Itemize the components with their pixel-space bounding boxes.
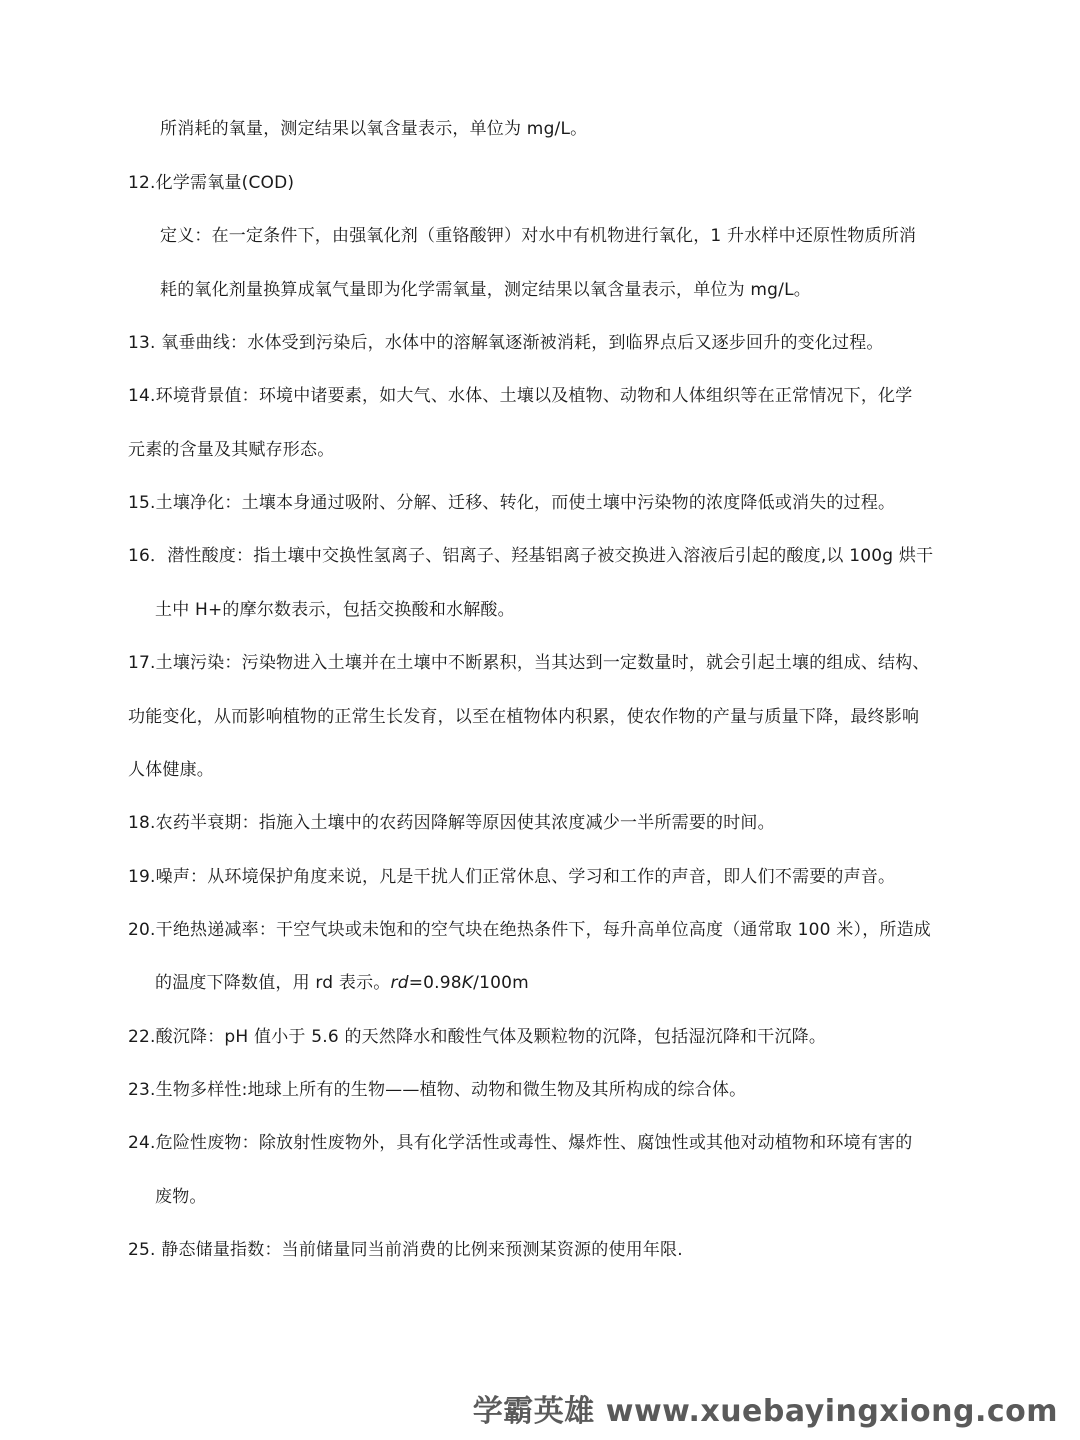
formula-unit: /100m bbox=[473, 973, 529, 993]
text-line: 功能变化，从而影响植物的正常生长发育，以至在植物体内积累，使农作物的产量与质量下降，最终影响 bbox=[128, 707, 920, 727]
footer-watermark: 学霸英雄 www.xuebayingxiong.com bbox=[472, 1394, 1058, 1429]
formula-rd: rd bbox=[390, 973, 409, 993]
formula-k: K bbox=[461, 973, 474, 993]
formula-value: =0.98 bbox=[408, 973, 462, 993]
text-line: 所消耗的氧量，测定结果以氧含量表示，单位为 mg/L。 bbox=[160, 119, 588, 139]
text-line: 18.农药半衰期：指施入土壤中的农药因降解等原因使其浓度减少一半所需要的时间。 bbox=[128, 813, 775, 833]
text-line: 13. 氧垂曲线：水体受到污染后，水体中的溶解氧逐渐被消耗，到临界点后又逐步回升的变化过程。 bbox=[128, 333, 884, 353]
text-line: 23.生物多样性:地球上所有的生物——植物、动物和微生物及其所构成的综合体。 bbox=[128, 1080, 747, 1100]
text-line: 15.土壤净化：土壤本身通过吸附、分解、迁移、转化，而使土壤中污染物的浓度降低或消失的过程。 bbox=[128, 493, 896, 513]
text-line: 20.干绝热递减率：干空气块或未饱和的空气块在绝热条件下，每升高单位高度（通常取 100 米），所造成 bbox=[128, 920, 931, 940]
text-line: 人体健康。 bbox=[128, 760, 214, 780]
formula-line bbox=[155, 971, 529, 995]
text-line: 19.噪声：从环境保护角度来说，凡是干扰人们正常休息、学习和工作的声音，即人们不需要的声音。 bbox=[128, 867, 896, 887]
text-line: 耗的氧化剂量换算成氧气量即为化学需氧量，测定结果以氧含量表示，单位为 mg/L。 bbox=[160, 280, 811, 300]
text-line: 土中 H+的摩尔数表示，包括交换酸和水解酸。 bbox=[155, 600, 515, 620]
text-line: 废物。 bbox=[155, 1187, 207, 1207]
formula-prefix: 的温度下降数值，用 rd 表示。 bbox=[155, 973, 391, 993]
text-line: 元素的含量及其赋存形态。 bbox=[128, 440, 335, 460]
text-line: 17.土壤污染：污染物进入土壤并在土壤中不断累积，当其达到一定数量时，就会引起土壤的组成、结构、 bbox=[128, 653, 930, 673]
text-line: 16．潜性酸度：指土壤中交换性氢离子、铝离子、羟基铝离子被交换进入溶液后引起的酸度,以 100g 烘干 bbox=[128, 546, 934, 566]
text-line: 定义：在一定条件下，由强氧化剂（重铬酸钾）对水中有机物进行氧化，1 升水样中还原性物质所消 bbox=[160, 226, 917, 246]
text-line: 22.酸沉降：pH 值小于 5.6 的天然降水和酸性气体及颗粒物的沉降，包括湿沉降和干沉降。 bbox=[128, 1027, 827, 1047]
text-line: 14.环境背景值：环境中诸要素，如大气、水体、土壤以及植物、动物和人体组织等在正常情况下，化学 bbox=[128, 386, 913, 406]
text-line: 24.危险性废物：除放射性废物外，具有化学活性或毒性、爆炸性、腐蚀性或其他对动植物和环境有害的 bbox=[128, 1133, 913, 1153]
text-line: 25. 静态储量指数：当前储量同当前消费的比例来预测某资源的使用年限. bbox=[128, 1240, 683, 1260]
heading-cod: 12.化学需氧量(COD) bbox=[128, 173, 295, 193]
